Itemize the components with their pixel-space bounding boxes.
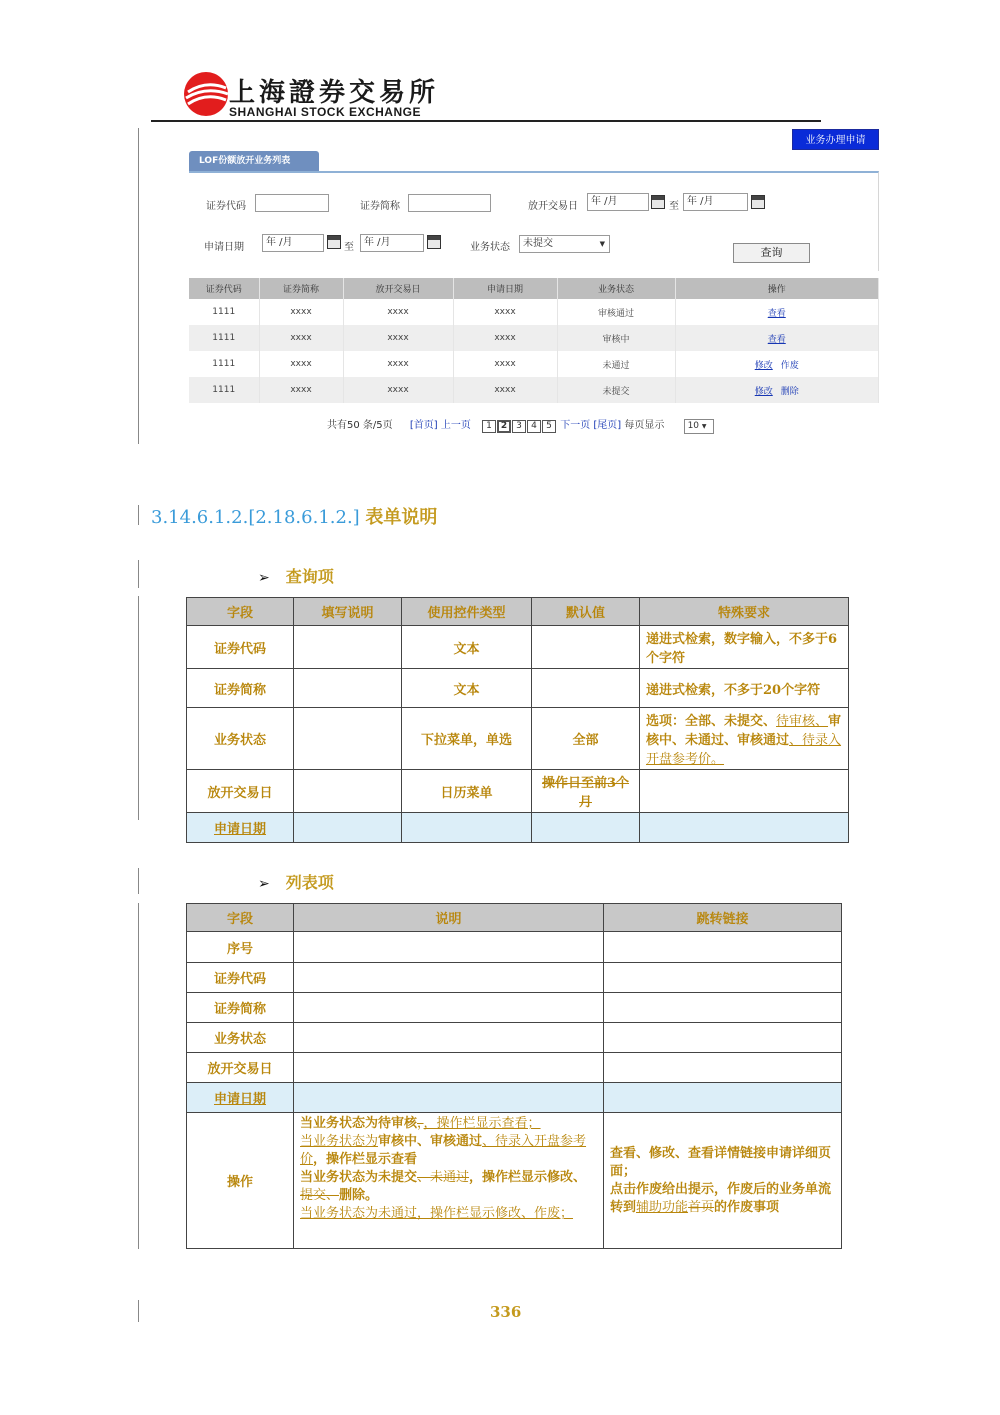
cell-code: 1111 <box>189 299 259 325</box>
edit-link[interactable]: 修改 <box>754 386 773 397</box>
cell-ops <box>675 325 879 351</box>
last-page-link[interactable]: [尾页] <box>593 420 622 431</box>
desc-cell <box>294 813 402 843</box>
prev-page-link[interactable]: 上一页 <box>440 420 471 431</box>
table-row <box>187 626 849 669</box>
inserted-text: 当业务状态为未通过，操作栏显示修改、作废； <box>300 1206 574 1221</box>
per-page-label: 每页显示 <box>624 420 665 431</box>
cell-ops <box>675 351 879 377</box>
section-title: 表单说明 <box>365 507 438 528</box>
inserted-text: 当业务状态为 <box>300 1134 379 1149</box>
list-subheading-text: 列表项 <box>285 873 334 892</box>
special-cell <box>640 708 849 770</box>
field-cell: 操作 <box>187 1113 294 1249</box>
default-cell <box>532 669 640 708</box>
control-cell <box>402 813 532 843</box>
field-cell: 放开交易日 <box>187 1053 294 1083</box>
table-row <box>187 963 842 993</box>
field-cell: 业务状态 <box>187 1023 294 1053</box>
cell-apply-date: xxxx <box>453 299 557 325</box>
field-cell: 业务状态 <box>187 708 294 770</box>
to-label: 至 <box>344 242 354 253</box>
default-cell <box>532 813 640 843</box>
control-cell: 日历菜单 <box>402 770 532 813</box>
arrow-bullet-icon: ➢ <box>258 876 270 892</box>
cell-apply-date: xxxx <box>453 377 557 403</box>
ops-text: ，操作栏显示查看 <box>313 1152 418 1167</box>
delete-link[interactable]: 删除 <box>780 386 799 397</box>
control-cell: 下拉菜单，单选 <box>402 708 532 770</box>
deleted-text: 首页 <box>688 1199 715 1215</box>
column-header: 使用控件类型 <box>402 598 532 626</box>
header-rule <box>151 120 821 122</box>
table-row <box>187 1053 842 1083</box>
table-row <box>187 1023 842 1053</box>
change-bar <box>138 596 139 820</box>
table-row <box>189 377 879 403</box>
cell-status: 未通过 <box>557 351 675 377</box>
field-cell: 序号 <box>187 932 294 963</box>
calendar-icon[interactable] <box>751 195 765 209</box>
cell-open-date: xxxx <box>343 377 453 403</box>
change-bar <box>138 903 139 1249</box>
inserted-text: 待审核、 <box>776 714 829 729</box>
change-bar <box>138 128 139 444</box>
column-header: 说明 <box>294 904 604 932</box>
open-date-end-input[interactable]: 年 /月 <box>683 193 748 211</box>
open-date-label: 放开交易日 <box>528 201 578 212</box>
cell-ops <box>675 299 879 325</box>
default-cell <box>532 626 640 669</box>
section-number: 3.14.6.1.2.[2.18.6.1.2.] <box>151 507 360 528</box>
column-header: 申请日期 <box>453 278 557 299</box>
calendar-icon[interactable] <box>651 195 665 209</box>
cell-status: 审核通过 <box>557 299 675 325</box>
deleted-text: ， <box>417 1116 424 1131</box>
change-bar <box>138 505 139 525</box>
table-row <box>189 351 879 377</box>
table-row <box>187 813 849 843</box>
page-5-button[interactable]: 5 <box>542 420 556 433</box>
cell-code: 1111 <box>189 351 259 377</box>
cell-open-date: xxxx <box>343 325 453 351</box>
page-4-button[interactable]: 4 <box>527 420 541 433</box>
query-button[interactable]: 查询 <box>733 243 810 263</box>
name-input[interactable] <box>408 194 491 212</box>
field-cell: 申请日期 <box>187 813 294 843</box>
apply-business-button[interactable]: 业务办理申请 <box>792 129 879 150</box>
default-cell: 全部 <box>532 708 640 770</box>
table-row <box>187 1113 842 1249</box>
change-bar <box>138 560 139 588</box>
void-link[interactable]: 作废 <box>780 360 799 371</box>
list-subheading <box>258 870 334 893</box>
page-2-button[interactable]: 2 <box>497 420 511 433</box>
sse-logo-icon <box>182 70 230 118</box>
cell-status: 审核中 <box>557 325 675 351</box>
column-header: 放开交易日 <box>343 278 453 299</box>
special-cell <box>640 770 849 813</box>
inserted-text: 、待录入开盘参考价 <box>300 1134 587 1167</box>
business-table <box>189 278 879 403</box>
ops-text: 审核中、审核通过 <box>378 1134 483 1149</box>
apply-date-start-input[interactable]: 年 /月 <box>262 234 324 252</box>
table-row <box>189 325 879 351</box>
tab-lof-list[interactable]: LOF份额放开业务列表 <box>189 151 319 171</box>
change-bar <box>138 868 139 894</box>
table-row <box>187 669 849 708</box>
calendar-icon[interactable] <box>427 235 441 249</box>
change-bar <box>138 1300 139 1322</box>
status-select[interactable] <box>519 235 610 253</box>
table-row <box>187 993 842 1023</box>
special-text: 选项：全部、未提交、 <box>646 714 777 729</box>
open-date-start-input[interactable]: 年 /月 <box>587 193 649 211</box>
page-1-button[interactable]: 1 <box>482 420 496 433</box>
desc-cell <box>294 669 402 708</box>
pagination <box>327 416 714 434</box>
table-row <box>187 770 849 813</box>
name-label: 证券简称 <box>360 201 400 212</box>
field-cell: 放开交易日 <box>187 770 294 813</box>
arrow-bullet-icon: ➢ <box>258 570 270 586</box>
first-page-link[interactable]: [首页] <box>409 420 438 431</box>
special-cell: 递进式检索，数字输入，不多于6个字符 <box>640 626 849 669</box>
cell-name: xxxx <box>259 325 343 351</box>
field-cell: 证券代码 <box>187 626 294 669</box>
inserted-text: 辅助功能 <box>636 1199 689 1215</box>
query-subheading <box>258 564 334 587</box>
column-header: 字段 <box>187 904 294 932</box>
view-link[interactable]: 查看 <box>767 308 786 319</box>
column-header: 业务状态 <box>557 278 675 299</box>
column-header: 字段 <box>187 598 294 626</box>
view-link[interactable]: 查看 <box>767 334 786 345</box>
chevron-down-icon: ▼ <box>599 240 605 248</box>
table-row <box>187 1083 842 1113</box>
deleted-default-cell: 操作日至前3个月 <box>532 770 640 813</box>
cell-name: xxxx <box>259 299 343 325</box>
ops-desc-cell <box>294 1113 604 1249</box>
column-header: 证券简称 <box>259 278 343 299</box>
section-heading <box>151 503 437 529</box>
special-cell: 递进式检索，不多于20个字符 <box>640 669 849 708</box>
special-cell <box>640 813 849 843</box>
list-items-table <box>186 903 842 1249</box>
edit-link[interactable]: 修改 <box>754 360 773 371</box>
cell-name: xxxx <box>259 377 343 403</box>
logo-chinese-text: 上海證券交易所 <box>229 78 440 108</box>
inserted-text: 、待录入开盘参考价。 <box>646 733 842 767</box>
chevron-down-icon: ▼ <box>701 423 707 430</box>
cell-apply-date: xxxx <box>453 351 557 377</box>
to-label: 至 <box>669 201 679 212</box>
field-cell: 证券简称 <box>187 669 294 708</box>
query-items-table <box>186 597 849 843</box>
deleted-text: 、未通过 <box>417 1170 470 1185</box>
cell-code: 1111 <box>189 377 259 403</box>
control-cell: 文本 <box>402 669 532 708</box>
desc-cell <box>294 770 402 813</box>
status-select-value: 未提交 <box>523 238 553 249</box>
desc-cell <box>294 708 402 770</box>
page-number: 336 <box>490 1303 522 1321</box>
table-row <box>189 299 879 325</box>
status-label: 业务状态 <box>470 242 510 253</box>
deleted-text: 提交、 <box>300 1188 340 1203</box>
ops-text: 删除。 <box>339 1188 379 1203</box>
special-text: 审核中、未通过、审核通过 <box>646 714 842 748</box>
column-header: 默认值 <box>532 598 640 626</box>
link-text: 点击作废给出提示，作废后的业务单流转到 <box>610 1181 832 1215</box>
link-text: 的作废事项 <box>714 1199 780 1215</box>
inserted-text: ，操作栏显示查看； <box>423 1116 541 1131</box>
calendar-icon[interactable] <box>327 235 341 249</box>
column-header: 跳转链接 <box>604 904 842 932</box>
ops-text: 当业务状态为待审核 <box>300 1116 418 1131</box>
field-cell: 证券简称 <box>187 993 294 1023</box>
cell-apply-date: xxxx <box>453 325 557 351</box>
ops-text: 当业务状态为未提交 <box>300 1170 418 1185</box>
apply-date-end-input[interactable]: 年 /月 <box>360 234 424 252</box>
link-text: 查看、修改、查看详情链接申请详细页面； <box>610 1145 832 1179</box>
total-count: 共有50 条/5页 <box>327 420 393 431</box>
per-page-value: 10 <box>687 421 700 431</box>
field-cell: 申请日期 <box>187 1083 294 1113</box>
apply-date-label: 申请日期 <box>204 242 244 253</box>
field-cell: 证券代码 <box>187 963 294 993</box>
cell-status: 未提交 <box>557 377 675 403</box>
cell-ops <box>675 377 879 403</box>
desc-cell <box>294 626 402 669</box>
ops-link-cell <box>604 1113 842 1249</box>
logo-english-text: SHANGHAI STOCK EXCHANGE <box>229 105 421 119</box>
column-header: 操作 <box>675 278 879 299</box>
cell-name: xxxx <box>259 351 343 377</box>
code-label: 证券代码 <box>206 201 246 212</box>
column-header: 特殊要求 <box>640 598 849 626</box>
cell-code: 1111 <box>189 325 259 351</box>
page-3-button[interactable]: 3 <box>512 420 526 433</box>
cell-open-date: xxxx <box>343 299 453 325</box>
code-input[interactable] <box>255 194 329 212</box>
column-header: 证券代码 <box>189 278 259 299</box>
table-row <box>187 932 842 963</box>
table-row <box>187 708 849 770</box>
next-page-link[interactable]: 下一页 <box>560 420 591 431</box>
cell-open-date: xxxx <box>343 351 453 377</box>
per-page-select[interactable] <box>684 419 714 434</box>
ops-text: ，操作栏显示修改、 <box>469 1170 587 1185</box>
column-header: 填写说明 <box>294 598 402 626</box>
control-cell: 文本 <box>402 626 532 669</box>
query-subheading-text: 查询项 <box>285 567 334 586</box>
